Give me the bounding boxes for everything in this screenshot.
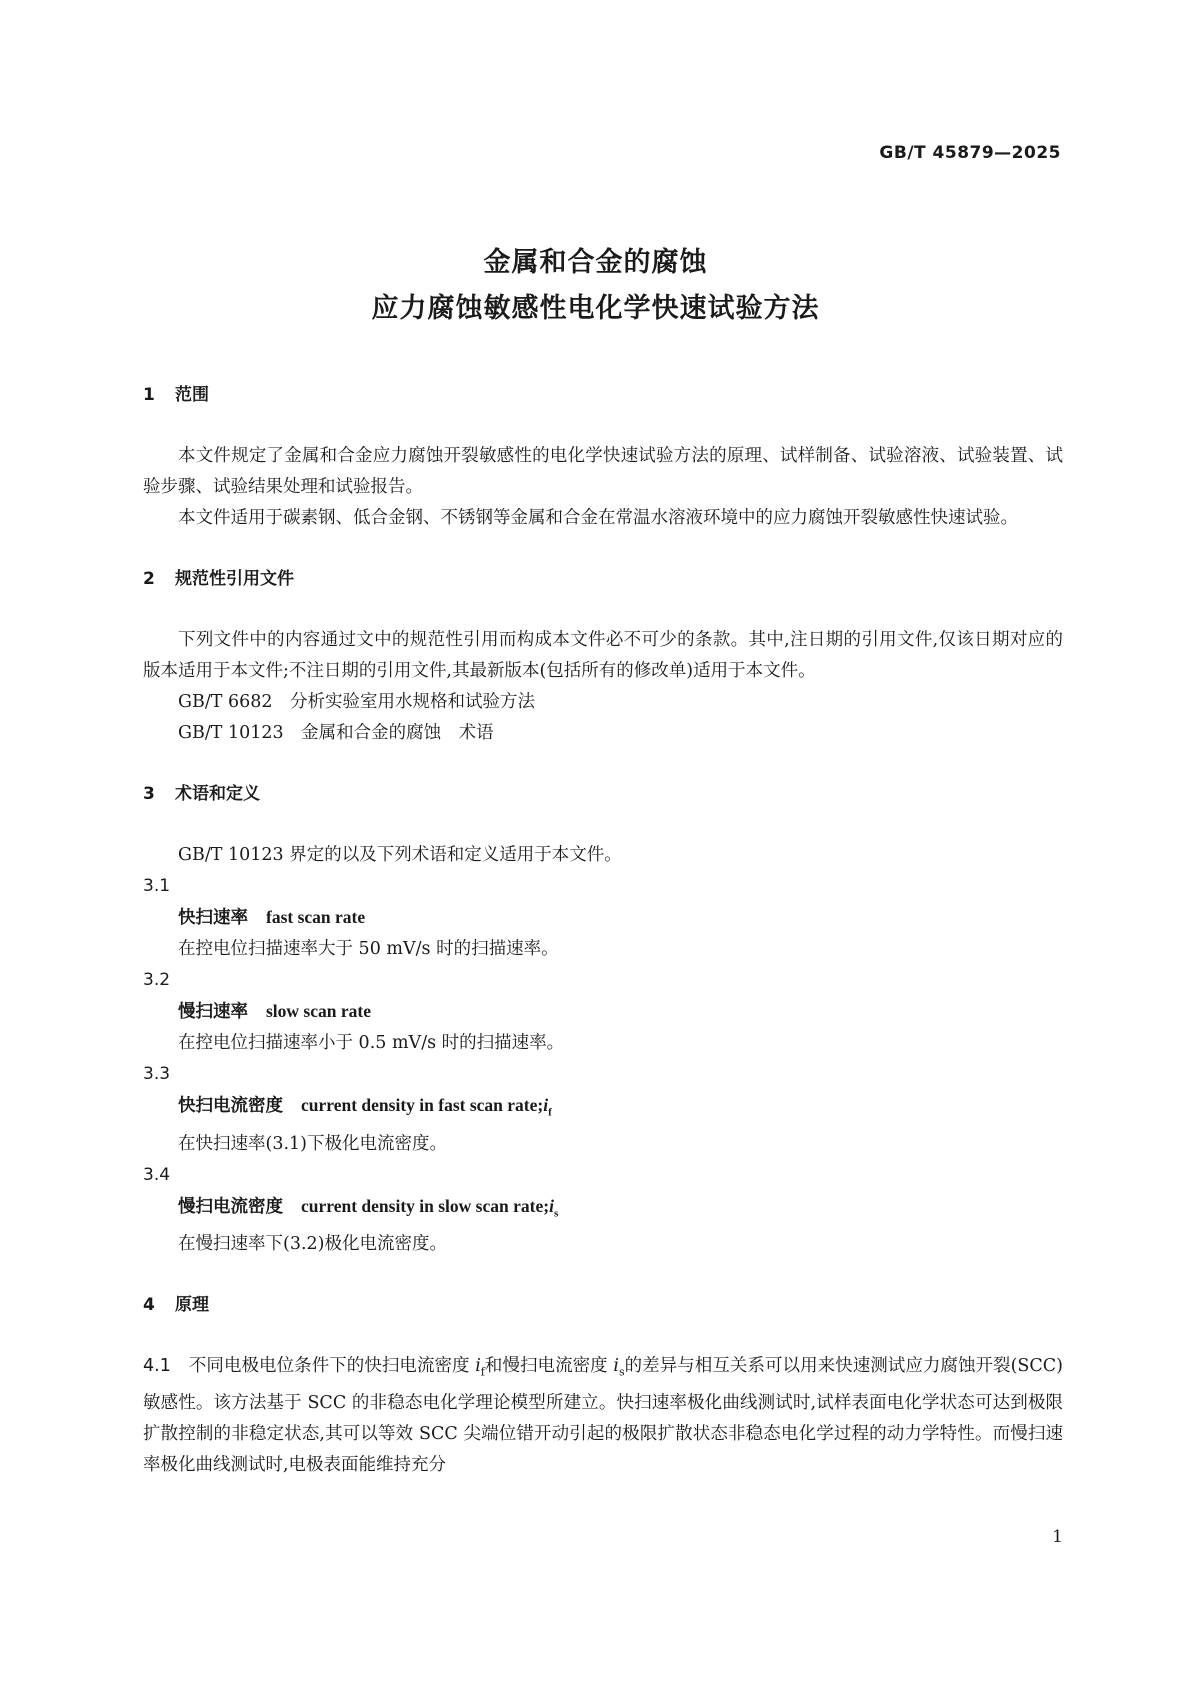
section-number: 4 [143,1295,155,1315]
term-en [301,1195,559,1219]
section-3-heading [143,779,1063,810]
section-number: 3 [143,784,155,804]
term-symbol-subscript: s [553,1207,559,1219]
normative-reference: GB/T 10123 金属和合金的腐蚀 术语 [178,723,494,743]
section-4-heading [143,1290,1063,1321]
paragraph: 本文件规定了金属和合金应力腐蚀开裂敏感性的电化学快速试验方法的原理、试样制备、试验溶液、试验装置、试验步骤、试验结果处理和试验报告。 [143,446,1063,497]
clause-text-c: 的差异与相互关系可以用来快速测试应力腐蚀开裂(SCC)敏感性。该方法基于 SCC 的非稳态电化学理论模型所建立。快扫速率极化曲线测试时,试样表面电化学状态可达到极限扩散控制的非稳定状态,其可以等效 SCC 尖端位错开动引起的极限扩散状态非稳态电化学过程的动力学特性。而慢扫速率极化曲线测试时,电极表面能维持充分 [143,1356,1064,1475]
paragraph: 本文件适用于碳素钢、低合金钢、不锈钢等金属和合金在常温水溶液环境中的应力腐蚀开裂敏感性快速试验。 [178,508,1018,528]
document-body [143,380,1063,1481]
term-symbol: i [549,1195,554,1216]
paragraph: GB/T 10123 界定的以及下列术语和定义适用于本文件。 [178,845,622,865]
section-title: 原理 [175,1295,209,1315]
term-en-text: current density in slow scan rate; [301,1195,550,1216]
term-name [143,996,1063,1028]
clause-number: 4.1 [143,1356,171,1376]
clause-text-b: 和慢扫电流密度 [484,1356,614,1376]
term-number: 3.2 [143,970,171,990]
term-zh: 慢扫速率 [178,1002,248,1022]
document-title [0,240,1191,332]
term-en: fast scan rate [266,907,366,927]
term-en: slow scan rate [266,1001,371,1021]
term-definition: 在控电位扫描速率大于 50 mV/s 时的扫描速率。 [178,939,559,959]
symbol-i: i [475,1356,481,1376]
section-number: 1 [143,385,155,405]
document-code: GB/T 45879—2025 [879,143,1061,163]
normative-reference: GB/T 6682 分析实验室用水规格和试验方法 [178,692,536,712]
clause-4-1 [143,1351,1063,1481]
title-line-2: 应力腐蚀敏感性电化学快速试验方法 [371,293,820,324]
section-2-heading [143,564,1063,595]
term-name [143,1090,1063,1129]
term-symbol: i [543,1095,549,1115]
section-title: 范围 [175,385,209,405]
term-number: 3.4 [143,1164,171,1185]
term-en [301,1095,552,1119]
paragraph: 下列文件中的内容通过文中的规范性引用而构成本文件必不可少的条款。其中,注日期的引用文件,仅该日期对应的版本适用于本文件;不注日期的引用文件,其最新版本(包括所有的修改单)适用于本文件。 [143,630,1063,681]
term-en-text: current density in fast scan rate; [301,1095,544,1115]
term-number: 3.1 [143,876,171,896]
term-number: 3.3 [143,1064,171,1084]
term-symbol-subscript: f [548,1106,552,1119]
term-definition: 在快扫速率(3.1)下极化电流密度。 [178,1133,447,1154]
term-zh: 慢扫电流密度 [178,1196,283,1217]
section-title: 术语和定义 [175,784,260,804]
section-1-heading [143,380,1063,411]
title-line-1: 金属和合金的腐蚀 [483,247,708,278]
term-name [143,1191,1063,1230]
term-zh: 快扫电流密度 [178,1096,283,1116]
term-definition: 在控电位扫描速率小于 0.5 mV/s 时的扫描速率。 [178,1033,565,1053]
term-name [143,902,1063,934]
clause-text-a: 不同电极电位条件下的快扫电流密度 [188,1356,476,1376]
section-title: 规范性引用文件 [175,569,294,589]
term-zh: 快扫速率 [178,908,248,928]
section-number: 2 [143,569,155,589]
symbol-i: i [613,1356,619,1376]
term-definition: 在慢扫速率下(3.2)极化电流密度。 [178,1234,447,1254]
page-number: 1 [1052,1527,1063,1547]
symbol-subscript: s [618,1365,625,1379]
symbol-subscript: f [480,1365,485,1379]
